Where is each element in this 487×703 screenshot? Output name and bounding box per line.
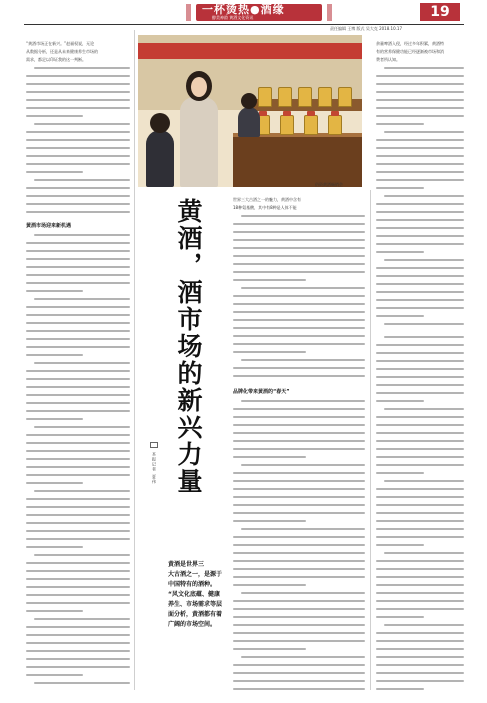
- text-line: [34, 426, 130, 428]
- text-line: [26, 530, 130, 532]
- text-line: [376, 123, 424, 125]
- text-line: [233, 552, 365, 554]
- column-divider: [134, 30, 135, 690]
- text-line: [26, 306, 130, 308]
- text-line: [376, 83, 464, 85]
- text-line: [376, 544, 424, 546]
- masthead-ornament-icon: [327, 4, 332, 21]
- text-line: [26, 290, 83, 292]
- callout-line: 大古酒之一，是源于: [168, 571, 223, 578]
- text-line: [26, 266, 130, 268]
- text-line: [376, 536, 464, 538]
- text-line: [384, 323, 464, 325]
- text-line: [233, 608, 365, 610]
- text-line: [26, 650, 130, 652]
- text-line: [241, 359, 365, 361]
- text-line: [376, 448, 464, 450]
- subhead-brand: 品牌化带来黄酒的“春天”: [233, 389, 290, 395]
- masthead-title: 一杯烫热●酒缘: [202, 3, 285, 16]
- text-line: [26, 242, 130, 244]
- text-line: [384, 408, 464, 410]
- text-line: [376, 632, 464, 634]
- text-line: [376, 672, 464, 674]
- byline: 本报记者 夏伟: [152, 452, 157, 485]
- text-line: [233, 496, 365, 498]
- col3-lead-line: 费者所认知。: [376, 57, 400, 62]
- text-line: [241, 528, 365, 530]
- text-line: [376, 299, 464, 301]
- col1-lead-line: 从数据分析，还是从未来健康养生市场的: [26, 49, 98, 54]
- text-line: [376, 107, 464, 109]
- text-line: [233, 319, 365, 321]
- text-line: [233, 568, 365, 570]
- text-line: [233, 688, 365, 690]
- text-line: [384, 624, 464, 626]
- text-line: [384, 195, 464, 197]
- callout-line: 中国特有的酒种。: [168, 581, 217, 588]
- text-line: [376, 504, 464, 506]
- text-line: [26, 378, 130, 380]
- text-line: [233, 231, 365, 233]
- text-line: [26, 594, 130, 596]
- callout-line: 广阔的市场空间。: [168, 621, 217, 628]
- text-line: [376, 219, 464, 221]
- text-line: [26, 586, 130, 588]
- col1-lead-line: 需求，都足以印证我的这一判断。: [26, 57, 86, 62]
- text-line: [233, 375, 365, 377]
- text-line: [26, 163, 130, 165]
- text-line: [26, 211, 130, 213]
- text-line: [26, 522, 130, 524]
- header-rule: [24, 24, 464, 25]
- text-line: [233, 255, 365, 257]
- text-line: [376, 307, 464, 309]
- text-line: [376, 664, 464, 666]
- text-line: [233, 367, 365, 369]
- text-line: [376, 344, 464, 346]
- masthead-tagline: 醇美神韵 黄酒文化资讯: [212, 15, 254, 20]
- text-line: [376, 155, 464, 157]
- text-line: [26, 338, 130, 340]
- text-line: [376, 179, 464, 181]
- col3-lead-line: 有的营养保健功能已经逐渐被市场和消: [376, 49, 444, 54]
- text-line: [233, 223, 365, 225]
- text-line: [376, 680, 464, 682]
- text-line: [233, 520, 306, 522]
- text-line: [26, 434, 130, 436]
- text-line: [233, 624, 365, 626]
- text-line: [26, 171, 83, 173]
- text-line: [26, 99, 130, 101]
- text-line: [376, 203, 464, 205]
- masthead-ornament-icon: [186, 4, 191, 21]
- text-line: [384, 67, 464, 69]
- text-line: [26, 466, 130, 468]
- text-line: [26, 394, 130, 396]
- text-line: [376, 488, 464, 490]
- text-line: [376, 315, 424, 317]
- text-line: [34, 67, 130, 69]
- text-line: [376, 283, 464, 285]
- text-line: [26, 602, 130, 604]
- text-line: [376, 400, 424, 402]
- text-line: [26, 75, 130, 77]
- text-line: [376, 424, 464, 426]
- text-line: [376, 432, 464, 434]
- text-line: [233, 640, 365, 642]
- text-line: [376, 688, 424, 690]
- text-line: [26, 498, 130, 500]
- text-line: [233, 351, 306, 353]
- text-line: [376, 600, 464, 602]
- text-line: [26, 410, 130, 412]
- text-line: [233, 408, 365, 410]
- text-line: [233, 279, 306, 281]
- text-line: [233, 560, 365, 562]
- text-line: [376, 251, 424, 253]
- text-line: [34, 362, 130, 364]
- text-line: [376, 648, 464, 650]
- text-line: [26, 482, 83, 484]
- text-line: [376, 416, 464, 418]
- text-line: [384, 480, 464, 482]
- page-meta: 责任编辑 王博 版式 吴大克 2018.10.17: [330, 26, 402, 31]
- text-line: [233, 584, 306, 586]
- text-line: [233, 271, 365, 273]
- text-line: [233, 680, 365, 682]
- callout-line: 黄酒是世界三: [168, 561, 205, 568]
- text-line: [233, 632, 365, 634]
- text-line: [376, 115, 464, 117]
- text-line: [26, 330, 130, 332]
- text-line: [384, 336, 464, 338]
- text-line: [241, 215, 365, 217]
- col1-lead-line: “黄酒市场正在新兴。”赵福权说，无论: [26, 41, 95, 46]
- text-line: [233, 512, 365, 514]
- text-line: [376, 464, 464, 466]
- text-line: [26, 546, 83, 548]
- text-line: [233, 504, 365, 506]
- text-line: [26, 514, 130, 516]
- text-line: [26, 562, 130, 564]
- subhead-market: 黄酒市场迎来新机遇: [26, 223, 72, 229]
- text-line: [376, 368, 464, 370]
- text-line: [241, 592, 365, 594]
- text-line: [34, 618, 130, 620]
- text-line: [376, 211, 464, 213]
- text-line: [34, 179, 130, 181]
- text-line: [384, 552, 464, 554]
- text-line: [34, 490, 130, 492]
- text-line: [233, 311, 365, 313]
- text-line: [376, 392, 464, 394]
- headline: 黄酒，酒市场的新兴力量: [174, 198, 203, 495]
- text-line: [233, 448, 365, 450]
- text-line: [233, 303, 365, 305]
- text-line: [376, 576, 464, 578]
- text-line: [233, 488, 365, 490]
- col2-lead-line: 18种氨基酸，其中有8种是人体不能: [233, 205, 297, 210]
- text-line: [376, 187, 424, 189]
- text-line: [376, 75, 464, 77]
- text-line: [376, 171, 464, 173]
- text-line: [26, 386, 130, 388]
- text-line: [26, 666, 130, 668]
- text-line: [376, 656, 464, 658]
- text-line: [376, 352, 464, 354]
- text-line: [34, 123, 130, 125]
- text-line: [233, 480, 365, 482]
- text-line: [26, 147, 130, 149]
- text-line: [376, 472, 424, 474]
- text-line: [233, 600, 365, 602]
- text-line: [26, 139, 130, 141]
- text-line: [26, 370, 130, 372]
- text-line: [376, 640, 464, 642]
- text-line: [376, 91, 464, 93]
- text-line: [233, 424, 365, 426]
- text-line: [376, 592, 464, 594]
- text-line: [376, 243, 464, 245]
- text-line: [376, 496, 464, 498]
- col3-lead-line: 余量啤酒入侵，经过多年积累，黄酒特: [376, 41, 444, 46]
- text-line: [233, 263, 365, 265]
- text-line: [26, 115, 83, 117]
- text-line: [26, 282, 130, 284]
- text-line: [233, 664, 365, 666]
- text-line: [26, 314, 130, 316]
- page-number: 19: [420, 3, 460, 21]
- text-line: [26, 538, 130, 540]
- text-line: [26, 250, 130, 252]
- text-line: [376, 384, 464, 386]
- text-line: [241, 464, 365, 466]
- col2-lead-line: 世界三大古酒之一的魅力，黄酒中含有: [233, 197, 301, 202]
- text-line: [26, 474, 130, 476]
- text-line: [26, 578, 130, 580]
- text-line: [376, 360, 464, 362]
- column-divider: [370, 190, 371, 690]
- text-line: [26, 634, 130, 636]
- text-line: [34, 682, 130, 684]
- text-line: [26, 674, 83, 676]
- text-line: [376, 99, 464, 101]
- text-line: [233, 456, 306, 458]
- text-line: [376, 456, 464, 458]
- text-line: [376, 163, 464, 165]
- text-line: [26, 442, 130, 444]
- text-line: [34, 298, 130, 300]
- text-line: [26, 506, 130, 508]
- callout-line: 面分析，黄酒都有着: [168, 611, 223, 618]
- text-line: [233, 536, 365, 538]
- text-line: [376, 528, 464, 530]
- article-photo: [138, 35, 362, 187]
- photo-caption: 俗资黄酒畅销会: [315, 182, 343, 187]
- text-line: [26, 91, 130, 93]
- text-line: [26, 187, 130, 189]
- text-line: [233, 472, 365, 474]
- text-line: [233, 239, 365, 241]
- text-line: [26, 83, 130, 85]
- text-line: [26, 642, 130, 644]
- text-line: [376, 584, 464, 586]
- text-line: [233, 432, 365, 434]
- masthead: [0, 0, 487, 24]
- text-line: [376, 235, 464, 237]
- text-line: [26, 107, 130, 109]
- text-line: [26, 258, 130, 260]
- text-line: [233, 616, 365, 618]
- text-line: [376, 568, 464, 570]
- text-line: [26, 402, 130, 404]
- text-line: [233, 295, 365, 297]
- text-line: [26, 458, 130, 460]
- text-line: [26, 155, 130, 157]
- text-line: [241, 656, 365, 658]
- text-line: [241, 287, 365, 289]
- text-line: [26, 131, 130, 133]
- callout-line: “风文化底蕴、健康: [168, 591, 220, 598]
- text-line: [376, 520, 464, 522]
- text-line: [233, 648, 306, 650]
- text-line: [34, 234, 130, 236]
- text-line: [233, 416, 365, 418]
- text-line: [26, 274, 130, 276]
- text-line: [376, 291, 464, 293]
- text-line: [376, 440, 464, 442]
- text-line: [376, 512, 464, 514]
- text-line: [233, 440, 365, 442]
- text-line: [26, 418, 83, 420]
- callout-line: 养生、市场需求等层: [168, 601, 223, 608]
- text-line: [26, 570, 130, 572]
- text-line: [26, 203, 130, 205]
- text-line: [233, 576, 365, 578]
- text-line: [376, 608, 464, 610]
- text-line: [376, 139, 464, 141]
- text-line: [26, 450, 130, 452]
- text-line: [233, 335, 365, 337]
- text-line: [233, 343, 365, 345]
- text-line: [233, 544, 365, 546]
- text-line: [376, 227, 464, 229]
- sidebar-callout: [168, 560, 222, 630]
- text-line: [233, 247, 365, 249]
- text-line: [384, 131, 464, 133]
- text-line: [376, 267, 464, 269]
- text-line: [384, 259, 464, 261]
- text-line: [233, 672, 365, 674]
- text-line: [26, 354, 83, 356]
- text-line: [376, 147, 464, 149]
- text-line: [376, 616, 424, 618]
- text-line: [26, 322, 130, 324]
- text-line: [376, 560, 464, 562]
- text-line: [376, 275, 464, 277]
- text-line: [26, 346, 130, 348]
- text-line: [26, 195, 130, 197]
- text-line: [233, 327, 365, 329]
- byline-marker: [150, 442, 158, 448]
- text-line: [26, 626, 130, 628]
- text-line: [34, 554, 130, 556]
- text-line: [26, 610, 83, 612]
- text-line: [241, 400, 365, 402]
- text-line: [26, 658, 130, 660]
- text-line: [376, 376, 464, 378]
